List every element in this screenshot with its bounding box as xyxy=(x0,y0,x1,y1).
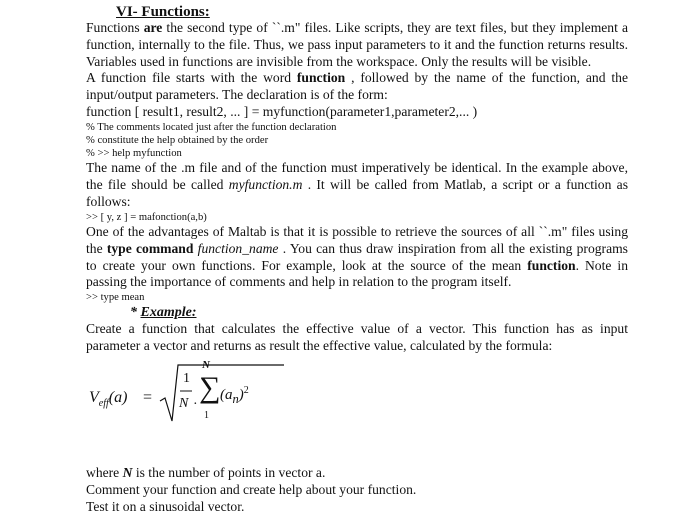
declaration-paragraph xyxy=(86,70,628,104)
formula-numerator: 1 xyxy=(183,370,190,386)
intro-text-2: the second type of ``.m" files. Like scripts, they are text files, but they implement a function, internally to the file. Thus, we pass input parameters to it and the function returns results. Variables used in functions are invisible from the workspace. Only the results will be visible. xyxy=(86,20,628,69)
advantages-text-2: . You can thus draw inspiration from all the existing programs to create your own functions. For example, look at the source of the mean xyxy=(86,240,628,273)
comment-line: % The comments located just after the function declaration xyxy=(86,121,337,133)
advantages-text-1: One of the advantages of Maltab is that it is possible to retrieve the sources of all ``.m" files using the xyxy=(86,223,628,256)
intro-bold-are: are xyxy=(143,20,163,35)
formula-v: V xyxy=(89,388,99,406)
term-a: (a xyxy=(220,386,233,403)
sigma-icon: ∑ xyxy=(199,370,221,404)
advantages-italic-function-name: function_name xyxy=(197,240,279,256)
formula-term xyxy=(220,385,249,407)
intro-paragraph xyxy=(86,20,628,70)
instruction-line: Test it on a sinusoidal vector. xyxy=(86,498,245,514)
declaration-text-2: , followed by the name of the function, and the input/output parameters. The declaration is of the form: xyxy=(86,70,628,103)
formula-eff: eff xyxy=(98,398,109,410)
example-description: Create a function that calculates the effective value of a vector. This function has as input parameter a vector and returns as result the effective value, calculated by the formula: xyxy=(86,321,628,354)
sqrt-sign-icon xyxy=(86,355,286,435)
naming-paragraph xyxy=(86,160,628,210)
where-text-1: where xyxy=(86,464,123,480)
instruction-line: Comment your function and create help about your function. xyxy=(86,481,417,497)
formula-arg: (a) xyxy=(108,388,128,406)
where-var-n: N xyxy=(122,464,133,480)
example-star: * xyxy=(130,305,141,321)
intro-text-1: Functions xyxy=(86,20,144,35)
naming-italic-filename: myfunction.m xyxy=(228,177,303,193)
declaration-bold-function: function xyxy=(296,70,346,86)
advantages-paragraph xyxy=(86,224,628,291)
type-mean-line: >> type mean xyxy=(86,292,145,304)
where-line xyxy=(86,465,628,482)
advantages-text-3: . Note in passing the importance of comments and help in relation to the program itself. xyxy=(86,257,628,290)
where-text-2: is the number of points in vector a. xyxy=(132,464,326,480)
comment-line: % >> help myfunction xyxy=(86,148,182,160)
term-close: ) xyxy=(238,386,244,403)
advantages-bold-type-command: type command xyxy=(106,240,194,256)
term-sub-n: n xyxy=(232,391,239,406)
declaration-text-1: A function file starts with the word xyxy=(86,70,297,86)
formula-denominator: N xyxy=(179,395,189,411)
example-title: Example: xyxy=(140,305,197,321)
naming-text-2: . It will be called from Matlab, a script or a function as follows: xyxy=(86,177,629,209)
sum-lower-limit: 1 xyxy=(204,409,209,421)
call-line: >> [ y, z ] = mafonction(a,b) xyxy=(86,211,207,223)
formula-equals: = xyxy=(143,388,153,406)
advantages-bold-function: function xyxy=(527,257,576,273)
example-heading xyxy=(130,304,628,321)
sum-upper-limit: N xyxy=(202,358,210,371)
naming-text-1: The name of the .m file and of the function must imperatively be identical. In the example above, the file should be called xyxy=(86,160,628,193)
rms-formula xyxy=(86,355,628,463)
section-heading: VI- Functions: xyxy=(116,4,210,20)
comment-line: % constitute the help obtained by the order xyxy=(86,134,269,146)
declaration-form: function [ result1, result2, ... ] = myfunction(parameter1,parameter2,... ) xyxy=(86,103,478,119)
term-exponent: 2 xyxy=(243,384,249,396)
formula-dot: · xyxy=(193,396,198,412)
